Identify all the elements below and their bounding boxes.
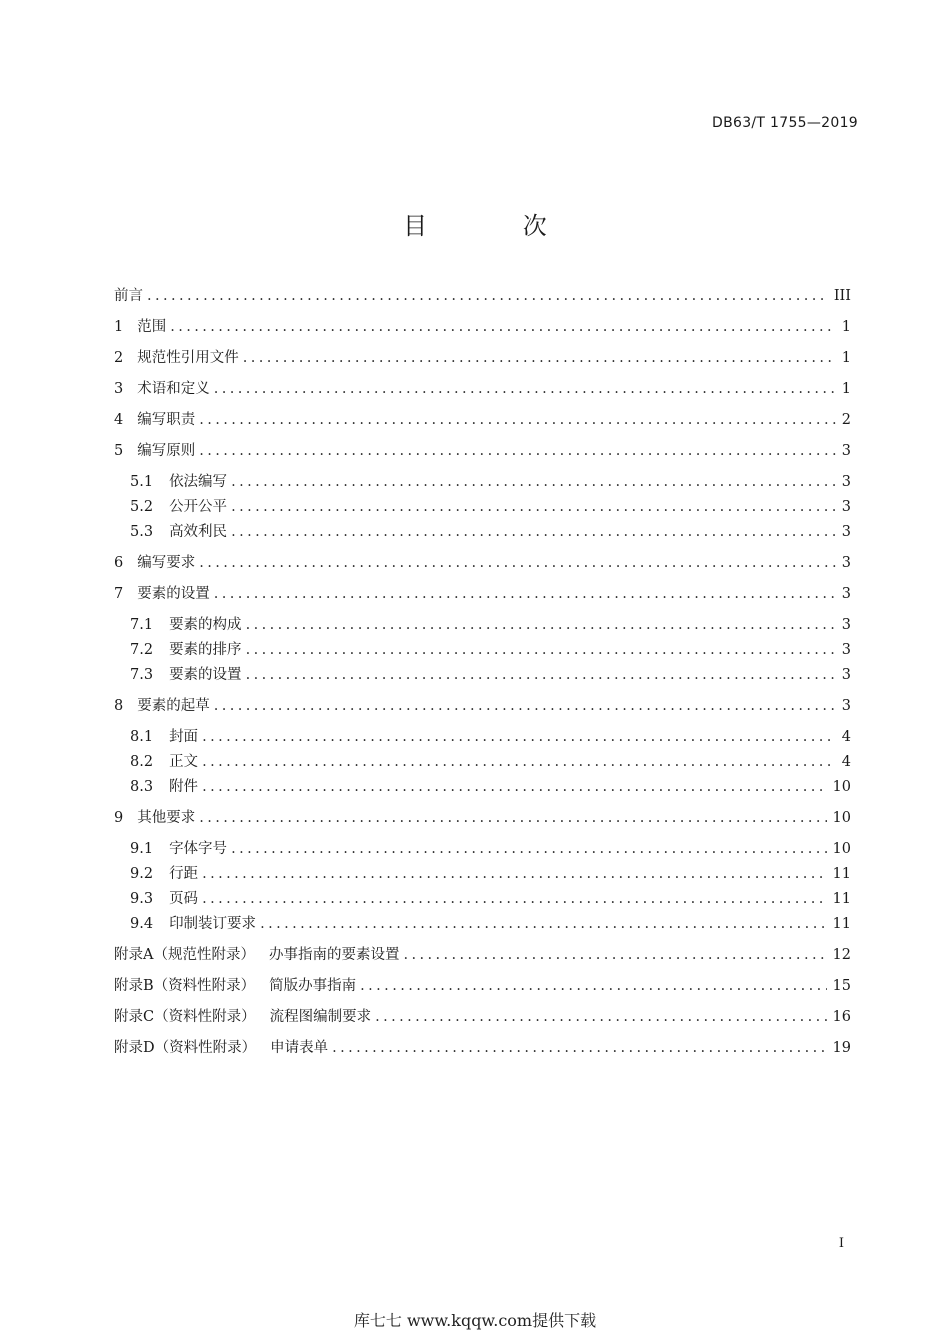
toc-entry[interactable] — [114, 777, 851, 797]
toc-entry-page: 12 — [832, 947, 851, 963]
toc-entry[interactable] — [114, 839, 851, 859]
toc-leader-dots — [202, 889, 826, 909]
toc-entry-number: 5 — [114, 443, 124, 459]
toc-entry-title: 公开公平 — [169, 499, 228, 515]
toc-entry-number: 附录D（资料性附录） — [114, 1040, 257, 1056]
toc-entry[interactable] — [114, 615, 851, 635]
toc-entry-number: 8.3 — [130, 779, 154, 795]
toc-entry-number: 9.4 — [130, 916, 154, 932]
toc-entry-number: 8 — [114, 698, 124, 714]
toc-leader-dots — [147, 286, 828, 306]
toc-entry-title: 编写要求 — [137, 555, 196, 571]
toc-entry-page: III — [833, 288, 851, 304]
page-title: 目 次 — [403, 212, 591, 240]
toc-entry-number: 3 — [114, 381, 124, 397]
toc-entry[interactable] — [114, 945, 851, 965]
toc-entry-number: 8.2 — [130, 754, 154, 770]
toc-entry[interactable] — [114, 348, 851, 368]
toc-entry-page: 4 — [841, 754, 851, 770]
toc-leader-dots — [170, 317, 836, 337]
toc-entry-number: 2 — [114, 350, 124, 366]
toc-entry-number: 附录C（资料性附录） — [114, 1009, 256, 1025]
toc-entry-page: 10 — [832, 779, 851, 795]
toc-entry-page: 11 — [832, 916, 851, 932]
toc-entry-number: 附录B（资料性附录） — [114, 978, 256, 994]
toc-leader-dots — [360, 976, 826, 996]
toc-entry-number: 9.3 — [130, 891, 154, 907]
toc-leader-dots — [243, 348, 836, 368]
toc-entry-page: 10 — [832, 810, 851, 826]
toc-entry-page: 1 — [841, 319, 851, 335]
toc-entry-page: 1 — [841, 381, 851, 397]
toc-leader-dots — [332, 1038, 826, 1058]
toc-entry-number: 9.1 — [130, 841, 154, 857]
toc-entry-page: 15 — [832, 978, 851, 994]
toc-leader-dots — [214, 696, 836, 716]
toc-leader-dots — [231, 522, 836, 542]
toc-entry-title: 封面 — [169, 729, 199, 745]
toc-entry-title: 其他要求 — [137, 810, 196, 826]
toc-entry-number: 5.2 — [130, 499, 154, 515]
toc-leader-dots — [214, 584, 836, 604]
toc-leader-dots — [199, 553, 836, 573]
toc-entry-page: 4 — [841, 729, 851, 745]
toc-entry-page: 16 — [832, 1009, 851, 1025]
toc-entry-number: 9.2 — [130, 866, 154, 882]
toc-entry-page: 11 — [832, 891, 851, 907]
toc-entry-page: 19 — [832, 1040, 851, 1056]
toc-entry-title: 前言 — [114, 288, 143, 304]
toc-entry-number: 附录A（规范性附录） — [114, 947, 255, 963]
toc-entry-page: 3 — [841, 642, 851, 658]
toc-entry-title: 正文 — [169, 754, 199, 770]
toc-entry-title: 要素的设置 — [169, 667, 242, 683]
toc-entry-page: 3 — [841, 698, 851, 714]
toc-entry-page: 10 — [832, 841, 851, 857]
toc-entry-page: 3 — [841, 443, 851, 459]
toc-leader-dots — [403, 945, 826, 965]
toc-entry-title: 简版办事指南 — [269, 978, 357, 994]
toc-entry-number: 5.3 — [130, 524, 154, 540]
toc-entry-page: 3 — [841, 474, 851, 490]
toc-entry-page: 11 — [832, 866, 851, 882]
toc-leader-dots — [260, 914, 826, 934]
toc-entry[interactable] — [114, 410, 851, 430]
toc-entry-page: 3 — [841, 667, 851, 683]
toc-entry[interactable] — [114, 889, 851, 909]
toc-entry-title: 附件 — [169, 779, 199, 795]
toc-leader-dots — [202, 777, 826, 797]
toc-entry-page: 1 — [841, 350, 851, 366]
table-of-contents — [114, 286, 851, 1058]
toc-entry-title: 字体字号 — [169, 841, 228, 857]
toc-entry-page: 3 — [841, 617, 851, 633]
footer-watermark: 库七七 www.kqqw.com提供下载 — [353, 1311, 597, 1330]
toc-entry-page: 3 — [841, 555, 851, 571]
toc-leader-dots — [231, 497, 836, 517]
toc-entry[interactable] — [114, 317, 851, 337]
toc-entry-title: 术语和定义 — [137, 381, 210, 397]
toc-entry-number: 6 — [114, 555, 124, 571]
toc-entry-number: 4 — [114, 412, 124, 428]
toc-entry-title: 办事指南的要素设置 — [268, 947, 400, 963]
toc-leader-dots — [202, 727, 836, 747]
page-number: I — [838, 1236, 844, 1251]
toc-entry-page: 3 — [841, 586, 851, 602]
toc-entry[interactable] — [114, 1007, 851, 1027]
toc-entry[interactable] — [114, 553, 851, 573]
toc-entry-title: 要素的排序 — [169, 642, 242, 658]
toc-entry-title: 行距 — [169, 866, 199, 882]
toc-entry[interactable] — [114, 584, 851, 604]
toc-entry-title: 要素的设置 — [137, 586, 210, 602]
toc-entry-title: 要素的起草 — [137, 698, 210, 714]
toc-entry[interactable] — [114, 752, 851, 772]
toc-entry-title: 流程图编制要求 — [269, 1009, 372, 1025]
toc-leader-dots — [214, 379, 836, 399]
toc-entry[interactable] — [114, 696, 851, 716]
toc-leader-dots — [375, 1007, 826, 1027]
toc-leader-dots — [202, 752, 836, 772]
toc-leader-dots — [246, 640, 836, 660]
document-code: DB63/T 1755—2019 — [712, 115, 858, 131]
toc-entry[interactable] — [114, 808, 851, 828]
toc-entry-number: 8.1 — [130, 729, 154, 745]
toc-entry-title: 编写原则 — [137, 443, 196, 459]
toc-entry-number: 7.2 — [130, 642, 154, 658]
toc-entry-number: 5.1 — [130, 474, 154, 490]
toc-entry-title: 高效利民 — [169, 524, 228, 540]
toc-entry[interactable] — [114, 665, 851, 685]
toc-entry-number: 1 — [114, 319, 124, 335]
toc-entry[interactable] — [114, 1038, 851, 1058]
toc-entry[interactable] — [114, 379, 851, 399]
toc-leader-dots — [199, 808, 826, 828]
toc-entry-title: 规范性引用文件 — [137, 350, 239, 366]
toc-leader-dots — [202, 864, 826, 884]
toc-entry-title: 范围 — [137, 319, 167, 335]
toc-entry[interactable] — [114, 864, 851, 884]
toc-entry-page: 3 — [841, 499, 851, 515]
toc-leader-dots — [246, 665, 836, 685]
toc-entry-page: 2 — [841, 412, 851, 428]
toc-leader-dots — [246, 615, 836, 635]
toc-leader-dots — [199, 441, 836, 461]
toc-entry[interactable] — [114, 976, 851, 996]
toc-entry-number: 7.1 — [130, 617, 154, 633]
toc-entry-title: 依法编写 — [169, 474, 228, 490]
toc-entry[interactable] — [114, 472, 851, 492]
toc-entry-number: 9 — [114, 810, 124, 826]
toc-entry[interactable] — [114, 286, 851, 306]
toc-entry-number: 7.3 — [130, 667, 154, 683]
toc-entry[interactable] — [114, 497, 851, 517]
toc-entry[interactable] — [114, 727, 851, 747]
toc-entry-title: 申请表单 — [270, 1040, 329, 1056]
toc-leader-dots — [231, 839, 826, 859]
toc-entry-number: 7 — [114, 586, 124, 602]
toc-entry[interactable] — [114, 441, 851, 461]
toc-entry[interactable] — [114, 914, 851, 934]
toc-entry[interactable] — [114, 640, 851, 660]
toc-entry-title: 编写职责 — [137, 412, 196, 428]
toc-entry-title: 印制装订要求 — [169, 916, 257, 932]
toc-leader-dots — [231, 472, 836, 492]
toc-entry-title: 要素的构成 — [169, 617, 242, 633]
toc-entry-page: 3 — [841, 524, 851, 540]
toc-leader-dots — [199, 410, 836, 430]
toc-entry[interactable] — [114, 522, 851, 542]
toc-entry-title: 页码 — [169, 891, 199, 907]
